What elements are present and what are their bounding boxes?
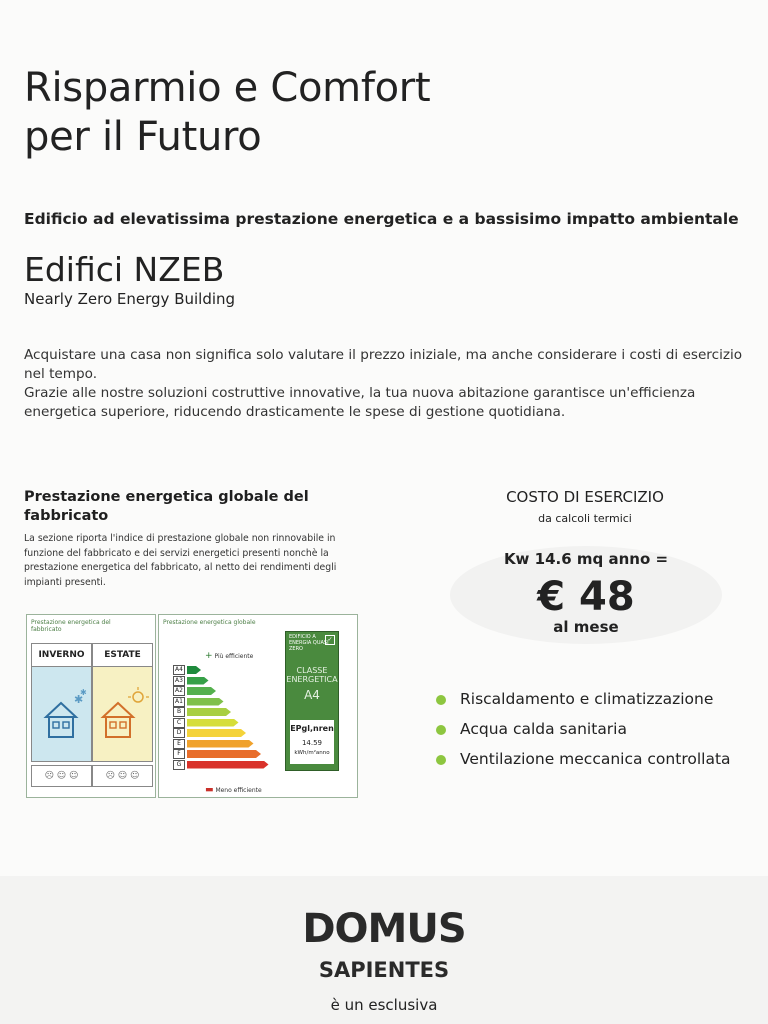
feature-text: Ventilazione meccanica controllata [460,750,731,768]
summer-rating-faces-icon: ☹ ☺ ☺ [92,765,153,787]
energy-class-bar-e [187,740,254,748]
feature-text: Riscaldamento e climatizzazione [460,690,714,708]
winter-panel [32,667,91,761]
ep-label: EPgl,nren [290,724,334,733]
nzeb-box-header: EDIFICIO A ENERGIA QUASI ZERO [289,634,329,652]
list-item [436,750,756,769]
cost-price: € 48 [537,574,635,620]
svg-text:✱: ✱ [80,688,87,697]
energy-class-label: CLASSE ENERGETICA [286,666,338,684]
energy-class-bar-g [187,761,269,769]
global-energy-label [158,614,358,798]
energy-class-label-c: C [173,718,185,728]
summer-label: ESTATE [93,644,152,667]
intro-paragraph-1: Acquistare una casa non significa solo valutare il prezzo iniziale, ma anche considerare i costi di esercizio nel tempo. [24,347,743,382]
energy-class-label-d: D [173,728,185,738]
performance-description: La sezione riporta l'indice di prestazione globale non rinnovabile in funzione del fabbricato e dei servizi energetici presenti nonchè la prestazione energetica del fabbricato, al netto dei rendimenti degli impianti presenti. [24,533,337,588]
energy-class-bar-a2 [187,687,216,695]
list-item [436,690,756,709]
title-line-2: per il Futuro [24,114,262,160]
energy-class-box [285,631,339,771]
ep-value: 14.59 [301,739,323,747]
intro-text [24,346,746,422]
intro-paragraph-2: Grazie alle nostre soluzioni costruttive innovative, la tua nuova abitazione garantisce un'efficienza energetica superiore, riducendo drasticamente le spese di gestione quotidiana. [24,385,696,420]
energy-class-bar-a1 [187,698,224,706]
bullet-icon [436,725,446,735]
page-subtitle: Edificio ad elevatissima prestazione energetica e a bassisimo impatto ambientale [24,210,739,228]
less-efficient-text: Meno efficiente [215,787,262,794]
ep-unit: kWh/m²anno [294,750,330,756]
less-efficient-label [205,785,262,795]
global-label-heading: Prestazione energetica globale [163,619,256,626]
energy-class-bar-c [187,719,239,727]
winter-label: INVERNO [32,644,91,667]
energy-class-bar-f [187,750,261,758]
energy-class-label-a1: A1 [173,697,185,707]
energy-class-bar-b [187,708,231,716]
winter-column [31,643,92,762]
house-sun-icon [93,667,152,761]
list-item [436,720,756,739]
energy-class-label-e: E [173,739,185,749]
energy-class-label-g: G [173,760,185,770]
logo-subtitle: SAPIENTES [318,958,450,982]
title-line-1: Risparmio e Comfort [24,65,431,111]
feature-text: Acqua calda sanitaria [460,720,627,738]
energy-class-label-a4: A4 [173,665,185,675]
more-efficient-text: Più efficiente [214,653,254,660]
bullet-icon [436,695,446,705]
energy-class-bar-a3 [187,677,209,685]
energy-class-bar-d [187,729,246,737]
nzeb-title: Edifici NZEB [24,250,225,289]
energy-class-value: A4 [304,688,320,702]
energy-class-label-a3: A3 [173,676,185,686]
feature-list [436,690,756,780]
svg-text:✱: ✱ [74,693,84,706]
house-snow-icon [32,667,91,761]
logo-tagline: è un esclusiva [330,996,438,1014]
more-efficient-label [205,651,253,661]
minus-icon: ▬ [205,785,214,795]
season-energy-label [26,614,156,798]
page-title [24,64,430,162]
check-icon: ✓ [325,635,335,645]
summer-column [92,643,153,762]
cost-title: COSTO DI ESERCIZIO [506,488,664,506]
cost-period: al mese [553,618,619,636]
season-label-heading: Prestazione energetica del fabbricato [31,619,111,633]
winter-rating-faces-icon: ☹ ☺ ☺ [31,765,92,787]
summer-panel [93,667,152,761]
energy-class-bar-a4 [187,666,201,674]
energy-class-label-b: B [173,707,185,717]
performance-title: Prestazione energetica globale del fabbricato [24,489,309,524]
plus-icon: + [205,651,213,661]
energy-class-label-a2: A2 [173,686,185,696]
nzeb-subtitle: Nearly Zero Energy Building [24,290,236,308]
domus-logo: DOMUS [302,906,466,952]
ep-index-box [290,720,334,764]
energy-class-label-f: F [173,749,185,759]
cost-subtitle: da calcoli termici [538,512,632,525]
cost-consumption-line: Kw 14.6 mq anno = [503,550,669,568]
bullet-icon [436,755,446,765]
